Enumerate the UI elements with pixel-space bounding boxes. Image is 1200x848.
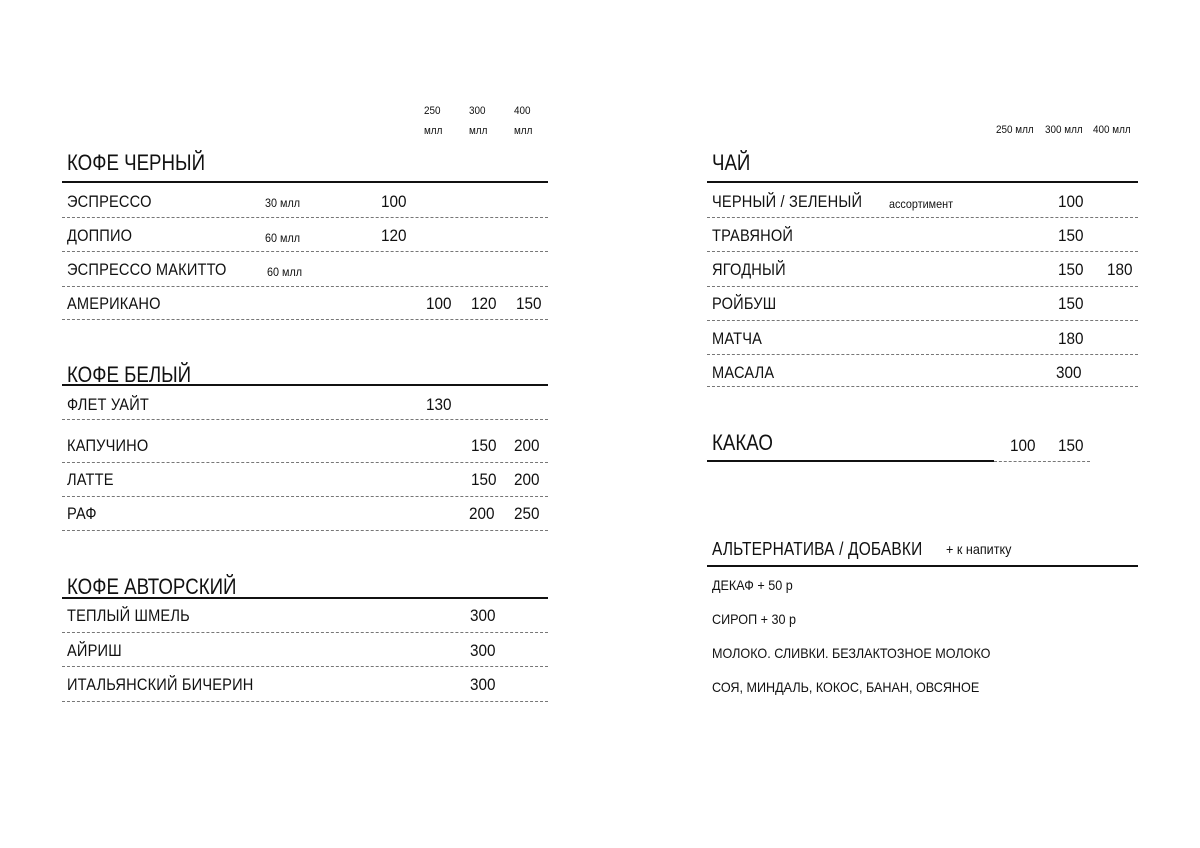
menu-item-name: ЛАТТЕ [67, 470, 114, 489]
section-divider [62, 597, 548, 599]
menu-item-price-300: 200 [469, 504, 495, 523]
section-title-tea: ЧАЙ [712, 150, 751, 175]
cocoa-price-300: 150 [1058, 436, 1084, 455]
row-divider [707, 320, 1138, 321]
menu-item-price-300: 300 [1056, 363, 1082, 382]
section-title-extras: АЛЬТЕРНАТИВА / ДОБАВКИ [712, 539, 923, 559]
row-divider [62, 530, 548, 531]
size-250-label: 250 млл [996, 124, 1034, 136]
section-divider [707, 460, 994, 462]
menu-item-name: ТРАВЯНОЙ [712, 226, 794, 245]
row-divider [707, 251, 1138, 252]
row-divider [62, 632, 548, 633]
size-unit-label: млл [469, 125, 488, 137]
menu-item-name: ЭСПРЕССО [67, 192, 152, 211]
section-title-author-coffee: КОФЕ АВТОРСКИЙ [67, 574, 237, 599]
row-divider [62, 419, 548, 420]
section-divider [62, 384, 548, 386]
row-divider [62, 462, 548, 463]
row-divider [62, 286, 548, 287]
menu-item-price-300: 120 [471, 294, 497, 313]
menu-item-name: ФЛЕТ УАЙТ [67, 395, 150, 414]
section-title-white-coffee: КОФЕ БЕЛЫЙ [67, 362, 192, 387]
size-250-label: 250 [424, 105, 441, 117]
menu-item-price: 300 [470, 606, 496, 625]
row-divider [707, 354, 1138, 355]
cocoa-price-250: 100 [1010, 436, 1036, 455]
menu-item-price-400: 150 [516, 294, 542, 313]
row-divider [994, 461, 1090, 462]
row-divider [62, 701, 548, 702]
row-divider [62, 666, 548, 667]
menu-item-price: 300 [470, 675, 496, 694]
menu-item-name: КАПУЧИНО [67, 436, 149, 455]
menu-item-price-400: 180 [1107, 260, 1133, 279]
section-title-cocoa: КАКАО [712, 430, 773, 455]
menu-item-name: ЭСПРЕССО МАКИТТО [67, 260, 227, 279]
row-divider [62, 217, 548, 218]
menu-item-price-300: 150 [1058, 260, 1084, 279]
size-unit-label: млл [424, 125, 443, 137]
extras-line: СИРОП + 30 р [712, 611, 797, 627]
extras-line: СОЯ, МИНДАЛЬ, КОКОС, БАНАН, ОВСЯНОЕ [712, 679, 980, 695]
size-300-label: 300 [469, 105, 486, 117]
menu-item-price-400: 250 [514, 504, 540, 523]
menu-item-price-300: 150 [471, 470, 497, 489]
menu-item-price: 100 [381, 192, 407, 211]
section-title-black-coffee: КОФЕ ЧЕРНЫЙ [67, 150, 206, 175]
menu-item-name: ЧЕРНЫЙ / ЗЕЛЕНЫЙ [712, 192, 863, 211]
menu-item-name: АМЕРИКАНО [67, 294, 161, 313]
menu-item-name: РАФ [67, 504, 97, 523]
menu-item-price-250: 100 [426, 294, 452, 313]
size-400-label: 400 [514, 105, 531, 117]
row-divider [62, 251, 548, 252]
menu-item-name: МАТЧА [712, 329, 763, 348]
section-divider [62, 181, 548, 183]
menu-item-price-300: 100 [1058, 192, 1084, 211]
menu-item-name: АЙРИШ [67, 641, 122, 660]
menu-item-volume: 60 млл [265, 231, 301, 245]
menu-item-name: ТЕПЛЫЙ ШМЕЛЬ [67, 606, 190, 625]
section-subtitle-extras: + к напитку [946, 541, 1012, 557]
size-400-label: 400 млл [1093, 124, 1131, 136]
menu-item-price-400: 200 [514, 436, 540, 455]
section-divider [707, 565, 1138, 567]
size-unit-label: млл [514, 125, 533, 137]
menu-item-price: 130 [426, 395, 452, 414]
menu-item-name: ДОППИО [67, 226, 133, 245]
menu-item-note: ассортимент [889, 197, 954, 211]
menu-item-price-400: 200 [514, 470, 540, 489]
menu-item-name: ЯГОДНЫЙ [712, 260, 786, 279]
menu-item-name: МАСАЛА [712, 363, 775, 382]
menu-item-price-300: 180 [1058, 329, 1084, 348]
row-divider [707, 386, 1138, 387]
menu-item-name: ИТАЛЬЯНСКИЙ БИЧЕРИН [67, 675, 254, 694]
menu-item-name: РОЙБУШ [712, 294, 777, 313]
row-divider [707, 286, 1138, 287]
size-300-label: 300 млл [1045, 124, 1083, 136]
menu-item-price: 300 [470, 641, 496, 660]
menu-item-price-300: 150 [471, 436, 497, 455]
extras-line: ДЕКАФ + 50 р [712, 577, 793, 593]
extras-line: МОЛОКО. СЛИВКИ. БЕЗЛАКТОЗНОЕ МОЛОКО [712, 645, 991, 661]
row-divider [62, 319, 548, 320]
menu-item-volume: 60 млл [267, 265, 303, 279]
section-divider [707, 181, 1138, 183]
menu-item-volume: 30 млл [265, 196, 301, 210]
row-divider [62, 496, 548, 497]
menu-item-price-300: 150 [1058, 226, 1084, 245]
row-divider [707, 217, 1138, 218]
menu-item-price-300: 150 [1058, 294, 1084, 313]
menu-item-price: 120 [381, 226, 407, 245]
